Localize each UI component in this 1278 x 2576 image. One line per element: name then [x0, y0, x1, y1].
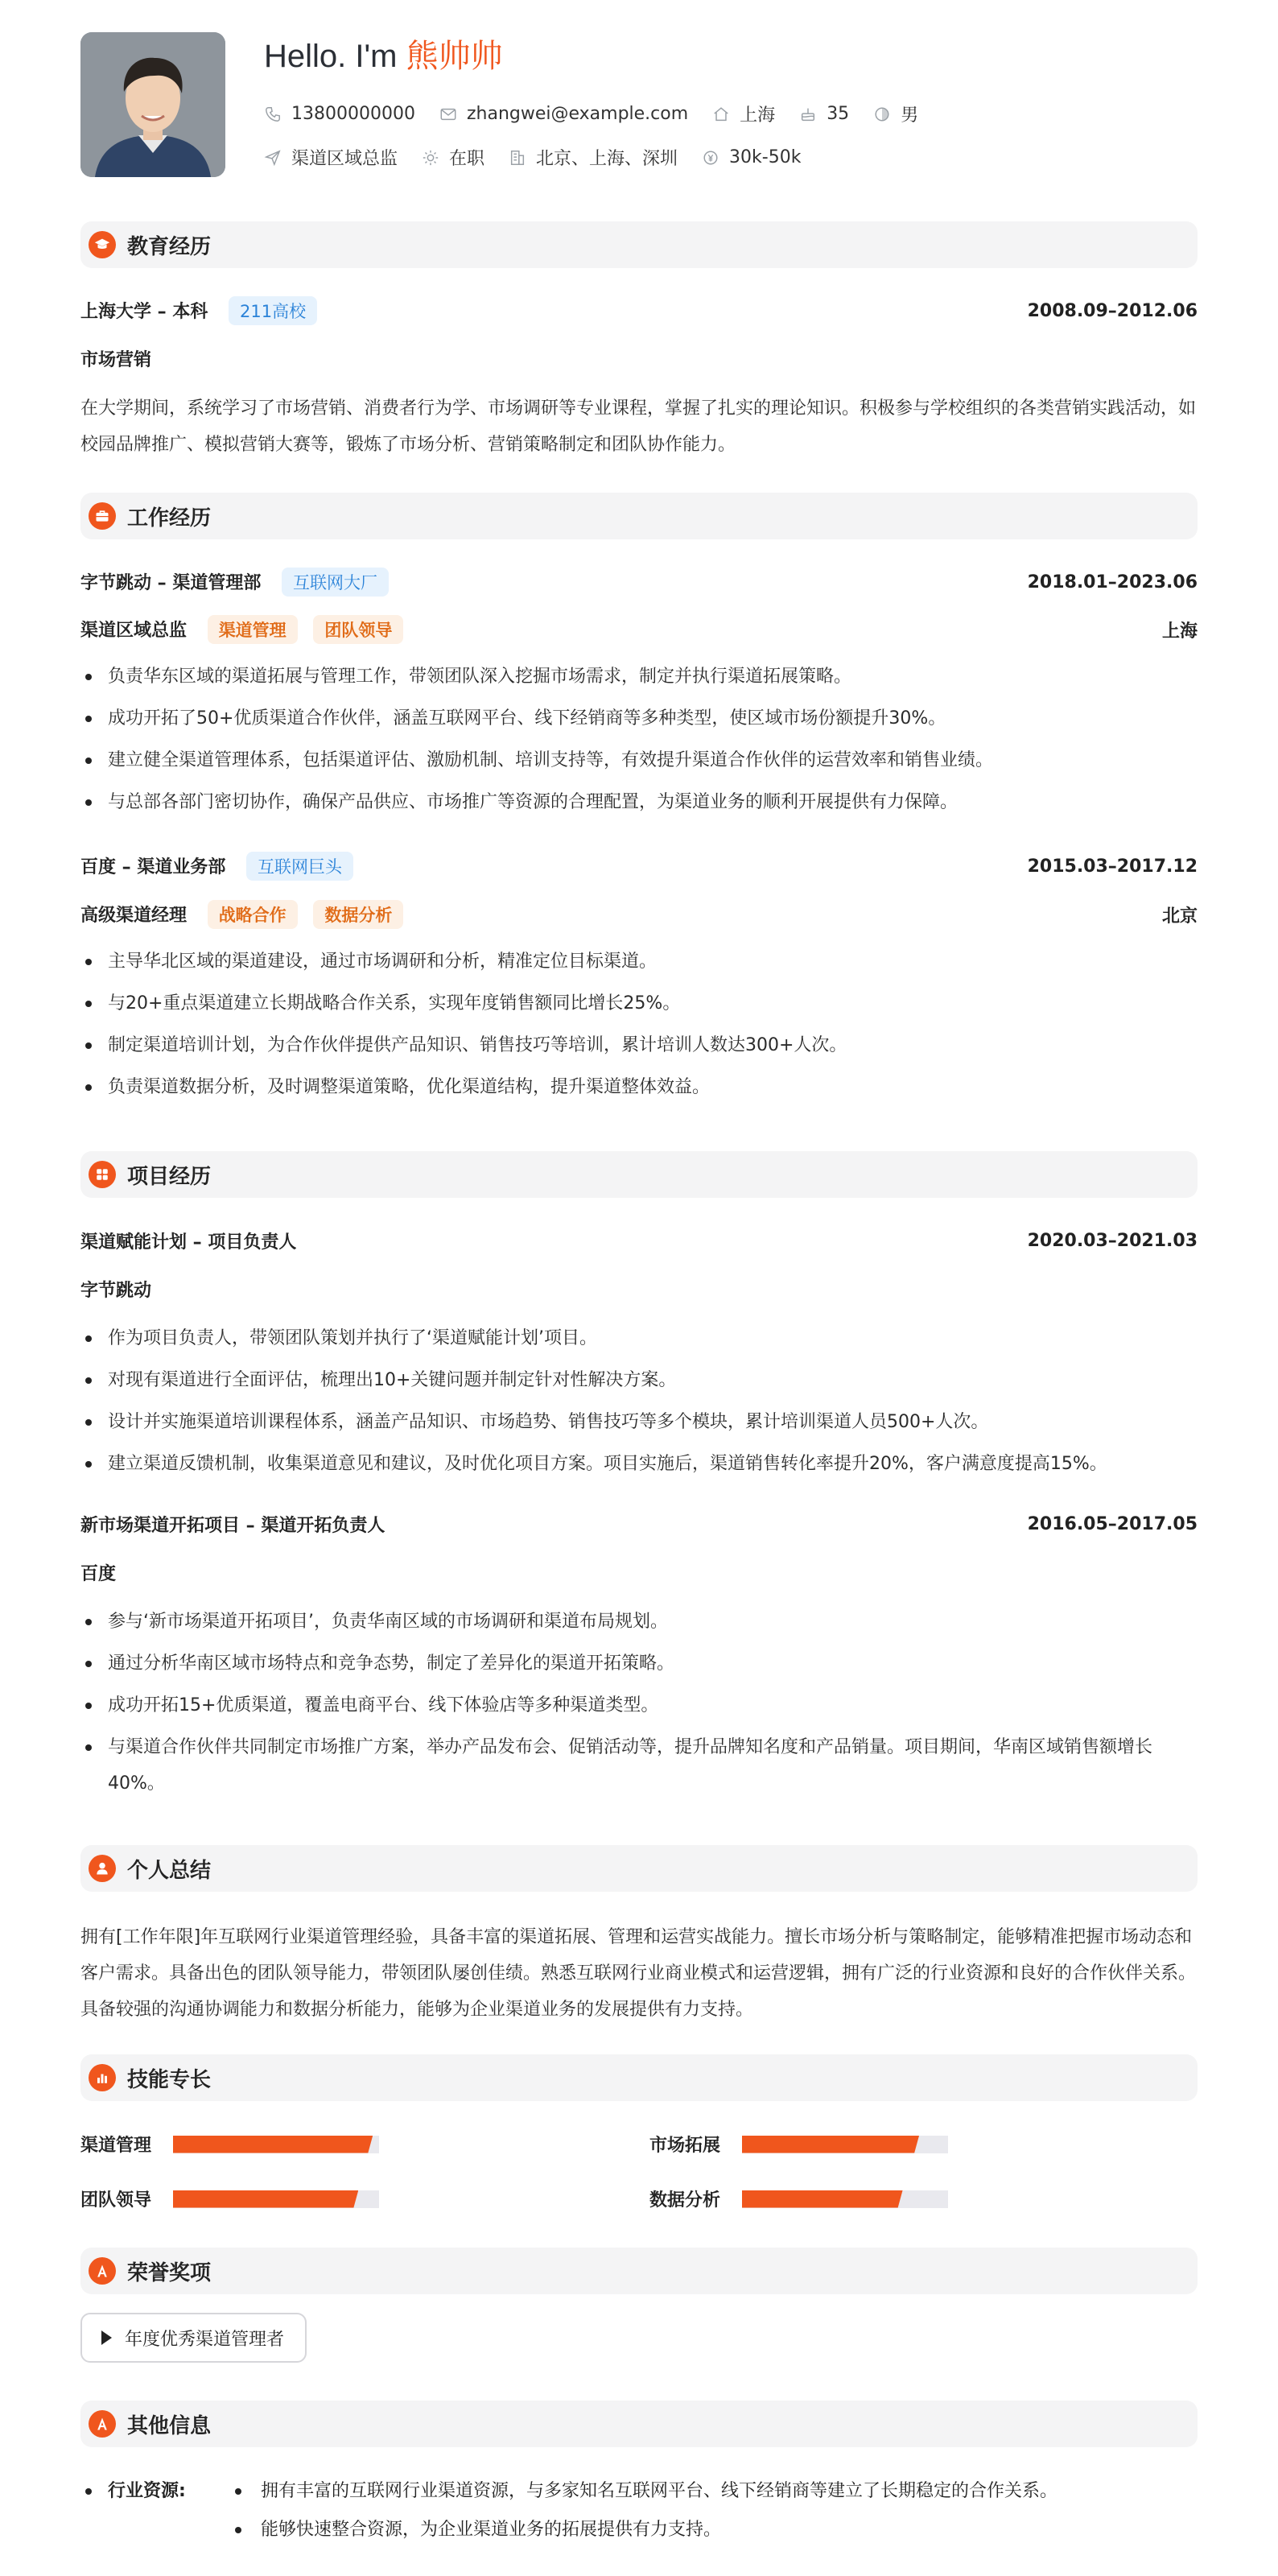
skill-bar	[173, 2136, 379, 2153]
project-1-header-row	[80, 1228, 1198, 1253]
skill-name: 渠道管理	[80, 2136, 152, 2156]
education-tag: 211高校	[229, 296, 317, 325]
user-icon	[89, 1855, 116, 1882]
project-2-title: 新市场渠道开拓项目 – 渠道开拓负责人	[80, 1516, 385, 1536]
list-item: 通过分析华南区域市场特点和竞争态势，制定了差异化的渠道开拓策略。	[80, 1645, 1198, 1682]
summary-text: 拥有[工作年限]年互联网行业渠道管理经验，具备丰富的渠道拓展、管理和运营实战能力。擅长市场分析与策略制定，能够精准把握市场动态和客户需求。具备出色的团队领导能力，带领团队屡创佳绩。熟悉互联网行业商业模式和运营逻辑，拥有广泛的行业资源和良好的合作伙伴关系。具备较强的沟通协调能力和数据分析能力，能够为企业渠道业务的发展提供有力支持。	[80, 1927, 1197, 2020]
work-1-company-block	[80, 568, 389, 597]
status-item	[422, 145, 484, 170]
avatar	[80, 32, 225, 177]
status-value: 在职	[449, 149, 485, 169]
work-2-company-block	[80, 852, 353, 881]
skill-bar-fill	[173, 2190, 358, 2208]
other-section-title: 其他信息	[127, 2413, 212, 2438]
list-item: 与渠道合作伙伴共同制定市场推广方案，举办产品发布会、促销活动等，提升品牌知名度和产品销量。项目期间，华南区域销售额增长40%。	[80, 1729, 1198, 1802]
skill-item	[649, 2186, 948, 2211]
list-item: 主导华北区域的渠道建设，通过市场调研和分析，精准定位目标渠道。	[80, 943, 1198, 980]
work-section-header	[80, 493, 1198, 539]
work-2-role-block	[80, 900, 403, 929]
graduation-cap-icon	[89, 231, 116, 258]
greeting-text: Hello. I'm	[264, 39, 398, 74]
education-description: 在大学期间，系统学习了市场营销、消费者行为学、市场调研等专业课程，掌握了扎实的理论知识。积极参与学校组织的各类营销实践活动，如校园品牌推广、模拟营销大赛等，锻炼了市场分析、营销策略制定和团队协作能力。	[80, 398, 1197, 455]
list-item: 负责渠道数据分析，及时调整渠道策略，优化渠道结构，提升渠道整体效益。	[80, 1069, 1198, 1105]
summary-section-header	[80, 1845, 1198, 1892]
email-value: zhangwei@example.com	[466, 104, 689, 124]
info-icon	[89, 2410, 116, 2438]
gender-item	[873, 101, 918, 126]
skill-name: 市场拓展	[649, 2136, 721, 2156]
grid-icon	[89, 1161, 116, 1188]
honors-section-header	[80, 2248, 1198, 2294]
profile-header	[80, 0, 1198, 201]
target-role-item	[264, 145, 398, 170]
list-item: 设计并实施渠道培训课程体系，涵盖产品知识、市场趋势、销售技巧等多个模块，累计培训渠道人员500+人次。	[80, 1404, 1198, 1440]
work-2-role: 高级渠道经理	[80, 906, 188, 926]
work-2-location: 北京	[1161, 906, 1198, 927]
greeting-title	[264, 31, 503, 76]
other-info-row	[80, 2478, 1198, 2544]
education-period: 2008.09–2012.06	[1027, 300, 1198, 321]
other-item-text: 拥有丰富的互联网行业渠道资源，与多家知名互联网平台、线下经销商等建立了长期稳定的合作关系。	[261, 2481, 1058, 2501]
play-triangle-icon	[101, 2330, 112, 2345]
work-1-tag: 互联网大厂	[282, 568, 389, 597]
other-items	[229, 2478, 1057, 2544]
project-1-period: 2020.03–2021.03	[1027, 1231, 1198, 1251]
city-item	[712, 101, 775, 126]
other-label: 行业资源:	[108, 2481, 186, 2501]
mail-icon	[439, 105, 457, 123]
skill-name: 数据分析	[649, 2190, 721, 2211]
work-2-skill-tag: 数据分析	[313, 900, 403, 929]
phone-icon	[264, 105, 282, 123]
work-1-period: 2018.01–2023.06	[1027, 572, 1198, 592]
briefcase-icon	[89, 502, 116, 530]
honor-item[interactable]	[80, 2313, 307, 2363]
skill-bar	[742, 2136, 948, 2153]
city-value: 上海	[740, 105, 776, 126]
list-item: 负责华东区域的渠道拓展与管理工作，带领团队深入挖掘市场需求，制定并执行渠道拓展策略。	[80, 658, 1198, 695]
other-section-header	[80, 2401, 1198, 2447]
email-item	[439, 104, 688, 124]
list-item	[229, 2516, 1057, 2544]
money-icon	[702, 149, 719, 167]
work-1-location: 上海	[1161, 621, 1198, 642]
gender-value: 男	[901, 105, 919, 126]
list-item	[229, 2478, 1057, 2505]
education-header-row	[80, 296, 1198, 325]
work-2-skill-tag: 战略合作	[208, 900, 298, 929]
list-item: 建立健全渠道管理体系，包括渠道评估、激励机制、培训支持等，有效提升渠道合作伙伴的运营效率和销售业绩。	[80, 742, 1198, 778]
work-2-period: 2015.03–2017.12	[1027, 856, 1198, 877]
preferred-cities-item	[509, 145, 678, 170]
age-item	[799, 104, 849, 124]
job-intent-row	[264, 145, 825, 170]
work-2-role-row	[80, 900, 1198, 929]
other-item-text: 能够快速整合资源，为企业渠道业务的拓展提供有力支持。	[261, 2520, 722, 2540]
work-1-role-block	[80, 615, 403, 644]
salary-item	[702, 147, 801, 167]
contact-row	[264, 101, 942, 126]
preferred-cities-value: 北京、上海、深圳	[536, 149, 678, 169]
list-item: 与20+重点渠道建立长期战略合作关系，实现年度销售额同比增长25%。	[80, 985, 1198, 1022]
skill-item	[80, 2186, 379, 2211]
project-section-header	[80, 1151, 1198, 1198]
age-value: 35	[827, 104, 850, 124]
work-1-skill-tag: 渠道管理	[208, 615, 298, 644]
skill-bar-fill	[742, 2136, 919, 2153]
project-1-org: 字节跳动	[80, 1281, 152, 1301]
work-2-company: 百度 – 渠道业务部	[80, 857, 226, 877]
honors-section-title: 荣誉奖项	[127, 2260, 212, 2285]
work-1-role: 渠道区域总监	[80, 621, 188, 641]
work-1-company: 字节跳动 – 渠道管理部	[80, 573, 262, 593]
list-item: 对现有渠道进行全面评估，梳理出10+关键问题并制定针对性解决方案。	[80, 1362, 1198, 1398]
work-1-role-row	[80, 615, 1198, 644]
skill-bar	[742, 2190, 948, 2208]
skill-item	[80, 2132, 379, 2157]
target-role-value: 渠道区域总监	[291, 149, 398, 169]
award-icon	[89, 2257, 116, 2285]
skill-bar	[173, 2190, 379, 2208]
building-icon	[509, 149, 526, 167]
gender-icon	[873, 105, 891, 123]
list-item: 成功开拓15+优质渠道，覆盖电商平台、线下体验店等多种渠道类型。	[80, 1687, 1198, 1724]
skills-section-title: 技能专长	[127, 2067, 212, 2092]
skills-section-header	[80, 2054, 1198, 2101]
work-2-header-row	[80, 852, 1198, 881]
work-1-header-row	[80, 568, 1198, 597]
bar-chart-icon	[89, 2064, 116, 2091]
skill-name: 团队领导	[80, 2190, 152, 2211]
education-school-block	[80, 296, 317, 325]
bullet-dot	[85, 2488, 92, 2495]
education-major: 市场营销	[80, 350, 152, 370]
work-2-bullets	[80, 943, 1198, 1111]
skill-bar-fill	[742, 2190, 903, 2208]
project-1-bullets	[80, 1320, 1198, 1488]
work-1-bullets	[80, 658, 1198, 826]
education-section-header	[80, 221, 1198, 268]
phone-item	[264, 104, 415, 124]
salary-value: 30k-50k	[729, 147, 802, 167]
education-school: 上海大学 – 本科	[80, 302, 208, 322]
home-icon	[712, 105, 730, 123]
bullet-dot	[235, 2488, 241, 2495]
send-icon	[264, 149, 282, 167]
work-2-tag: 互联网巨头	[246, 852, 353, 881]
project-2-org: 百度	[80, 1564, 117, 1584]
phone-value: 13800000000	[291, 104, 415, 124]
honor-label: 年度优秀渠道管理者	[125, 2329, 285, 2350]
skill-item	[649, 2132, 948, 2157]
project-2-period: 2016.05–2017.05	[1027, 1514, 1198, 1534]
bullet-dot	[235, 2527, 241, 2533]
project-2-header-row	[80, 1512, 1198, 1537]
list-item: 参与‘新市场渠道开拓项目’，负责华南区域的市场调研和渠道布局规划。	[80, 1604, 1198, 1640]
skill-bar-fill	[173, 2136, 373, 2153]
project-1-title: 渠道赋能计划 – 项目负责人	[80, 1232, 297, 1253]
status-icon	[422, 149, 439, 167]
work-section-title: 工作经历	[127, 506, 212, 530]
list-item: 与总部各部门密切协作，确保产品供应、市场推广等资源的合理配置，为渠道业务的顺利开展提供有力保障。	[80, 784, 1198, 820]
cake-icon	[799, 105, 817, 123]
list-item: 成功开拓了50+优质渠道合作伙伴，涵盖互联网平台、线下经销商等多种类型，使区域市场份额提升30%。	[80, 700, 1198, 737]
project-2-bullets	[80, 1604, 1198, 1807]
list-item: 作为项目负责人，带领团队策划并执行了‘渠道赋能计划’项目。	[80, 1320, 1198, 1356]
summary-section-title: 个人总结	[127, 1858, 212, 1883]
candidate-name: 熊帅帅	[406, 39, 503, 74]
education-section-title: 教育经历	[127, 234, 212, 259]
list-item: 制定渠道培训计划，为合作伙伴提供产品知识、销售技巧等培训，累计培训人数达300+人次。	[80, 1027, 1198, 1063]
work-1-skill-tag: 团队领导	[313, 615, 403, 644]
list-item: 建立渠道反馈机制，收集渠道意见和建议，及时优化项目方案。项目实施后，渠道销售转化率提升20%，客户满意度提高15%。	[80, 1446, 1198, 1482]
project-section-title: 项目经历	[127, 1164, 212, 1189]
